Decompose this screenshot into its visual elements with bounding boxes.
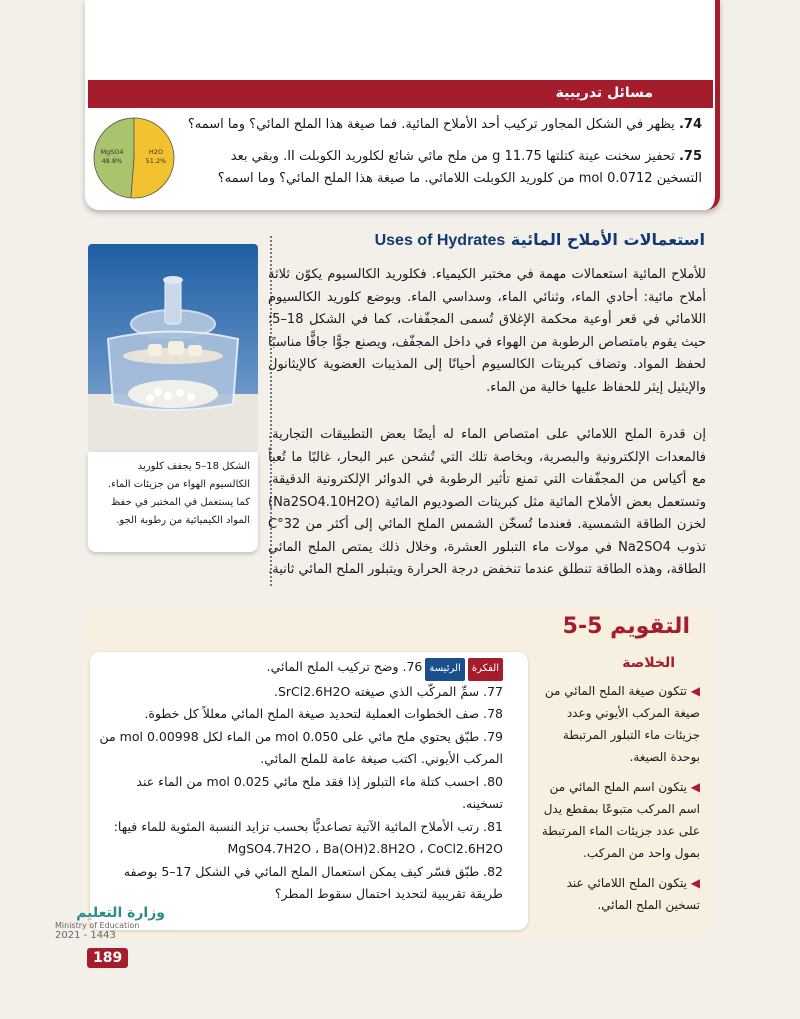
evaluation-title: التقويم 5-5 <box>562 614 690 639</box>
tag-main-idea-2: الرئيسة <box>425 658 464 681</box>
q74-text: يظهر في الشكل المجاور تركيب أحد الأملاح المائية. فما صيغة هذا الملح المائي؟ وما اسمه؟ <box>187 117 675 132</box>
question-75 <box>182 146 702 190</box>
question-82: 82. طبّق فسّر كيف يمكن استعمال الملح المائي في الشكل 17–5 بوصفه طريقة تقريبية لتحديد احتمال سقوط المطر؟ <box>123 863 503 901</box>
section-title <box>361 230 705 250</box>
q75-text: تحفيز سخنت عينة كتلتها 11.75 g من ملح مائي شائع لكلوريد الكوبلت II. وبقي بعد التسخين 0.0712 mol من كلوريد الكوبلت اللامائي. ما صيغة هذا الملح المائي؟ وما اسمه؟ <box>217 149 702 186</box>
summary-item: ◀ تتكون صيغة الملح المائي من صيغة المركب الأيوني وعدد جزيئات ماء التبلور المرتبطة بوحدة الصيغة. <box>544 684 700 764</box>
ministry-logo <box>55 905 165 941</box>
q74-number: 74. <box>678 117 702 132</box>
pie-label-h2o: H2O <box>148 148 164 156</box>
figure-caption: الشكل 18–5 يجفف كلوريد الكالسيوم الهواء من جزيئات الماء. كما يستعمل في المختبر في حفظ المواد الكيميائية من رطوبة الجو. <box>88 452 258 552</box>
question-74 <box>182 114 702 136</box>
section-title-english: Uses of Hydrates <box>374 232 506 249</box>
composition-pie-chart <box>92 116 176 200</box>
page-number: 189 <box>87 948 128 968</box>
summary-item: ◀ يتكون الملح اللامائي عند تسخين الملح المائي. <box>566 876 700 912</box>
summary-list <box>532 680 700 924</box>
question-77: 77. سمِّ المركّب الذي صيغته SrCl2.6H2O. <box>273 683 503 699</box>
bullet-icon: ◀ <box>686 684 700 698</box>
desiccator-photo <box>88 244 258 452</box>
section-paragraph-1: للأملاح المائية استعمالات مهمة في مختبر الكيمياء. فكلوريد الكالسيوم يكوّن ثلاثة أملاح مائية: أحادي الماء، وثنائي الماء، وسداسي الماء. ويوضع كلوريد الكالسيوم اللامائي في قعر أوعية محكمة الإغلاق تُسمى المجفّفات، كما في الشكل 18–5؛ حيث يقوم بامتصاص الرطوبة من الهواء في داخل المجفّف، ويصنع جوًّا جافًّا مناسبًا لحفظ المواد. وتضاف كبريتات الكالسيوم أحيانًا إلى المذيبات العضوية كالإيثانول والإيثيل إيثر للحفاظ عليها خالية من الماء. <box>268 267 706 395</box>
summary-item: ◀ يتكون اسم الملح المائي من اسم المركب متبوعًا بمقطع يدل على عدد جزيئات الماء المرتبطة بمول واحد من المركب. <box>541 780 700 860</box>
question-76: الفكرةالرئيسة76. وضح تركيب الملح المائي. <box>95 656 503 681</box>
pie-value-h2o: 51.2% <box>145 157 167 165</box>
desiccator-illustration <box>88 244 258 452</box>
question-81: 81. رتب الأملاح المائية الآتية تصاعديًّا بحسب تزايد النسبة المئوية للماء فيها: MgSO4.7H2O ، Ba(OH)2.8H2O ، CoCl2.6H2O <box>113 818 503 856</box>
summary-title: الخلاصة <box>622 655 675 671</box>
evaluation-questions <box>95 656 503 906</box>
pie-value-mgso4: 48.8% <box>101 157 123 165</box>
question-80: 80. احسب كتلة ماء التبلور إذا فقد ملح مائي 0.025 mol من الماء عند تسخينه. <box>136 773 503 811</box>
q75-number: 75. <box>678 149 702 164</box>
practice-header: مسائل تدريبية <box>555 85 653 101</box>
practice-header-band <box>88 80 713 108</box>
section-paragraph-2: إن قدرة الملح اللامائي على امتصاص الماء له أيضًا بعض التطبيقات التجارية. فالمعدات الإلكترونية والبصرية، وبخاصة تلك التي تُشحن عبر البحار، غالبًا ما تُعبأ مع أكياس من المجفّفات التي تمنع تأثير الرطوبة في الدوائر الإلكترونية الدقيقة. وتستعمل بعض الأملاح المائية مثل كبريتات الصوديوم المائية (Na2SO4.10H2O) لخزن الطاقة الشمسية. فعندما تُسخّن الشمس الملح المائي إلى أكثر من 32°C تذوب Na2SO4 في مولات ماء التبلور العشرة، وخلال ذلك يمتص الملح المائي الطاقة، وهذه الطاقة تنطلق عندما تنخفض درجة الحرارة ويتبلور الملح المائي ثانية. <box>268 427 706 577</box>
ministry-name-en: Ministry of Education <box>55 921 140 930</box>
bullet-icon: ◀ <box>686 780 700 794</box>
question-78: 78. صف الخطوات العملية لتحديد صيغة الملح المائي معللاً كل خطوة. <box>144 706 503 721</box>
pie-label-mgso4: MgSO4 <box>100 148 124 156</box>
bullet-icon: ◀ <box>686 876 700 890</box>
ministry-name-ar: وزارة التعليم <box>76 905 165 921</box>
question-79: 79. طبّق يحتوي ملح مائي على 0.050 mol من الماء لكل 0.00998 mol من المركب الأيوني. اكتب صيغة عامة للملح المائي. <box>99 728 503 766</box>
section-title-arabic: استعمالات الأملاح المائية <box>510 230 705 249</box>
tag-main-idea: الفكرة <box>468 658 503 681</box>
edition-year: 2021 - 1443 <box>55 930 116 941</box>
